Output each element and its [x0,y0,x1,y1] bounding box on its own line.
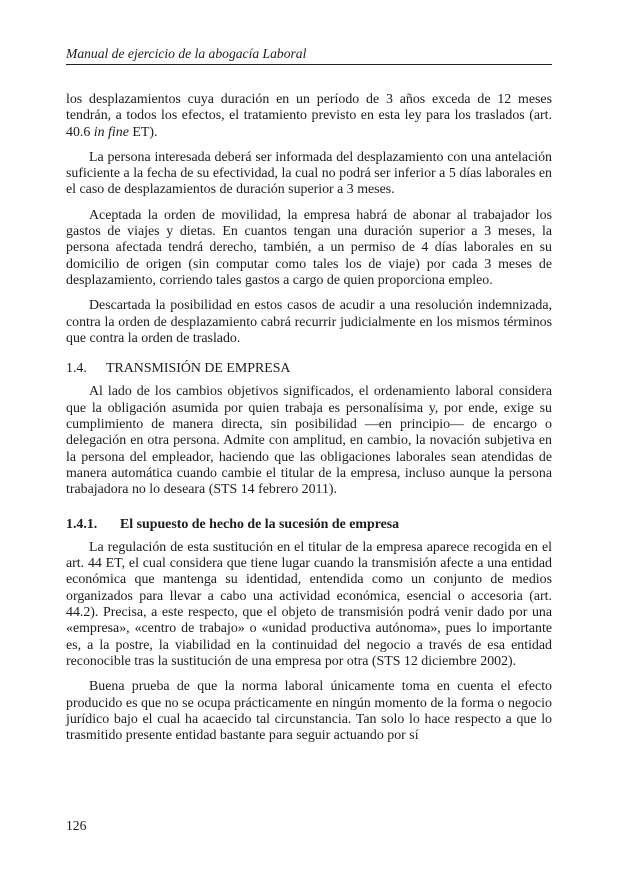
paragraph: Buena prueba de que la norma laboral únicamente toma en cuenta el efecto producido es que no se ocupa prácticamente en ningún momento de la forma o negocio jurídico bajo el cual ha acaecido tal circunstancia. Tan solo lo hace respecto a que lo trasmitido presente entidad bastante para seguir actuando por sí [66,679,552,744]
running-title: Manual de ejercicio de la abogacía Laboral [66,46,307,61]
page-number: 126 [66,818,87,833]
paragraph: Descartada la posibilidad en estos casos de acudir a una resolución indemnizada, contra la orden de desplazamiento cabrá recurrir judicialmente en los mismos términos que contra la orden de traslado. [66,298,552,346]
paragraph: Aceptada la orden de movilidad, la empresa habrá de abonar al trabajador los gastos de viajes y dietas. En cuantos tengan una duración superior a 3 meses, la persona afectada tendrá derecho, también, a un permiso de 4 días laborales en su domicilio de origen (sin computar como tales los de viaje) por cada 3 meses de desplazamiento, corriendo tales gastos a cargo de quien proporciona empleo. [66,207,552,288]
subsection-number: 1.4.1. [66,516,98,532]
section-title: TRANSMISIÓN DE EMPRESA [106,361,291,377]
paragraph: La regulación de esta sustitución en el titular de la empresa aparece recogida en el art. 44 ET, el cual considera que tiene lugar cuando la transmisión afecte a una entidad económica que mantenga su identidad, entendida como un conjunto de medios organizados para llevar a cabo una actividad económica, esencial o accesoria (art. 44.2). Precisa, a este respecto, que el objeto de transmisión podrá venir dado por una «empresa», «centro de trabajo» o «unidad productiva autónoma», pues lo importante es, a la postre, la viabilidad en la continuidad del negocio a través de esa entidad reconocible tras la sustitución de una empresa por otra (STS 12 diciembre 2002). [66,539,552,669]
subsection-title: El supuesto de hecho de la sucesión de empresa [120,516,400,532]
paragraph-text: ET). [128,124,158,140]
running-header [66,46,552,65]
section-heading [66,361,552,377]
page-body [66,92,552,744]
subsection-heading [66,517,552,533]
paragraph: Al lado de los cambios objetivos significados, el ordenamiento laboral considera que la obligación asumida por quien trabaja es personalísima y, por ende, exige su cumplimiento de manera directa, sin posibilidad —en principio— de encargo o delegación en otra persona. Admite con amplitud, en cambio, la novación subjetiva en la persona del empleador, haciendo que las obligaciones laborales sean atendidas de manera automática cuando cambie el titular de la empresa, incluso aunque la persona trabajadora no lo deseara (STS 14 febrero 2011). [66,384,552,498]
paragraph [66,92,552,141]
section-number: 1.4. [66,361,87,377]
paragraph-text: los desplazamientos cuya duración en un período de 3 años exceda de 12 meses tendrán, a todos los efectos, el tratamiento previsto en esta ley para los traslados (art. 40.6 [66,92,552,140]
latin-phrase: in fine [93,124,129,140]
paragraph: La persona interesada deberá ser informada del desplazamiento con una antelación suficiente a la fecha de su efectividad, la cual no podrá ser inferior a 5 días laborales en el caso de desplazamientos de duración superior a 3 meses. [66,149,552,198]
